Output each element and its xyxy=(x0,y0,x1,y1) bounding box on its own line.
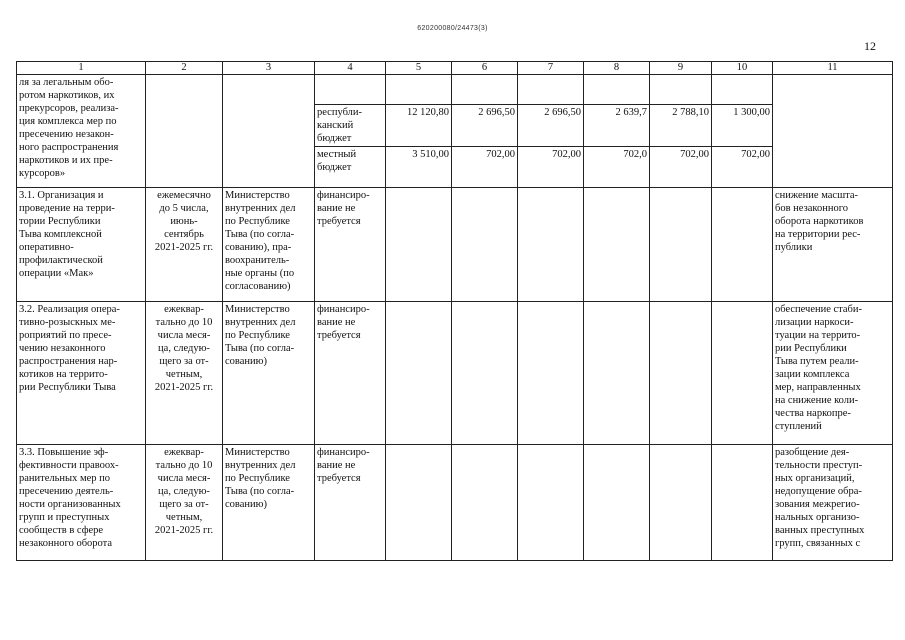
column-header: 10 xyxy=(712,62,773,75)
amount-cell: 2 696,50 xyxy=(452,105,518,147)
table-row xyxy=(17,75,893,105)
measure-name-cell: ля за легальным обо- ротом наркотиков, их прекурсоров, реализа- ция комплекса мер по пресечению незакон- ного распространения наркотиков и их пре- курсоров» xyxy=(17,75,146,188)
amount-cell xyxy=(712,188,773,302)
measure-name-cell: 3.1. Организация и проведение на терри- тории Республики Тыва комплексной оперативно- профилактической операции «Мак» xyxy=(17,188,146,302)
table-row-3-2 xyxy=(17,302,893,445)
amount-cell xyxy=(712,445,773,561)
page-number: 12 xyxy=(864,39,876,53)
amount-cell xyxy=(650,302,712,445)
amount-cell: 12 120,80 xyxy=(386,105,452,147)
executor-cell: Министерство внутренних дел по Республике Тыва (по согла- сованию) xyxy=(223,445,315,561)
amount-cell: 702,00 xyxy=(712,147,773,188)
amount-cell: 702,00 xyxy=(452,147,518,188)
amount-cell xyxy=(518,302,584,445)
amount-cell xyxy=(712,75,773,105)
amount-cell xyxy=(518,445,584,561)
funding-source-cell: республи- канский бюджет xyxy=(315,105,386,147)
amount-cell: 2 639,7 xyxy=(584,105,650,147)
amount-cell xyxy=(650,188,712,302)
funding-source-cell xyxy=(315,75,386,105)
column-header: 4 xyxy=(315,62,386,75)
program-measures-table xyxy=(16,61,893,561)
amount-cell xyxy=(584,188,650,302)
amount-cell: 702,0 xyxy=(584,147,650,188)
amount-cell xyxy=(584,75,650,105)
expected-result-cell: обеспечение стаби- лизации наркоси- туации на террито- рии Республики Тыва путем реали- зации комплекса мер, направленных на снижение коли- чества наркопре- ступлений xyxy=(773,302,893,445)
amount-cell: 702,00 xyxy=(650,147,712,188)
measure-name-cell: 3.3. Повышение эф- фективности правоох- ранительных мер по пресечению деятель- ности организованных групп и преступных сообществ в сфере незаконного оборота xyxy=(17,445,146,561)
measure-name-cell: 3.2. Реализация опера- тивно-розыскных ме- роприятий по пресе- чению незаконного распространения нар- котиков на террито- рии Республики Тыва xyxy=(17,302,146,445)
executor-cell: Министерство внутренних дел по Республике Тыва (по согла- сованию) xyxy=(223,302,315,445)
period-cell: ежемесячно до 5 числа, июнь- сентябрь 2021-2025 гг. xyxy=(146,188,223,302)
funding-source-cell: финансиро- вание не требуется xyxy=(315,302,386,445)
column-header: 1 xyxy=(17,62,146,75)
period-cell xyxy=(146,75,223,188)
amount-cell: 1 300,00 xyxy=(712,105,773,147)
amount-cell xyxy=(712,302,773,445)
column-header: 9 xyxy=(650,62,712,75)
column-header: 11 xyxy=(773,62,893,75)
amount-cell xyxy=(584,302,650,445)
amount-cell xyxy=(650,445,712,561)
funding-source-cell: местный бюджет xyxy=(315,147,386,188)
amount-cell xyxy=(386,188,452,302)
amount-cell xyxy=(386,445,452,561)
amount-cell: 702,00 xyxy=(518,147,584,188)
amount-cell xyxy=(386,75,452,105)
expected-result-cell: снижение масшта- бов незаконного оборота наркотиков на территории рес- публики xyxy=(773,188,893,302)
column-header: 2 xyxy=(146,62,223,75)
column-header: 5 xyxy=(386,62,452,75)
amount-cell xyxy=(452,302,518,445)
amount-cell: 2 788,10 xyxy=(650,105,712,147)
period-cell: ежеквар- тально до 10 числа меся- ца, следую- щего за от- четным, 2021-2025 гг. xyxy=(146,302,223,445)
amount-cell xyxy=(518,188,584,302)
amount-cell xyxy=(452,188,518,302)
amount-cell: 3 510,00 xyxy=(386,147,452,188)
executor-cell xyxy=(223,75,315,188)
column-header: 6 xyxy=(452,62,518,75)
document-registration-number: 620200080/24473(3) xyxy=(417,25,488,32)
amount-cell xyxy=(584,445,650,561)
executor-cell: Министерство внутренних дел по Республике Тыва (по согла- сованию), пра- воохранитель- ные органы (по согласованию) xyxy=(223,188,315,302)
column-header: 7 xyxy=(518,62,584,75)
amount-cell xyxy=(650,75,712,105)
amount-cell xyxy=(518,75,584,105)
column-number-row xyxy=(17,62,893,75)
funding-source-cell: финансиро- вание не требуется xyxy=(315,445,386,561)
amount-cell xyxy=(386,302,452,445)
table-row-3-3 xyxy=(17,445,893,561)
column-header: 3 xyxy=(223,62,315,75)
expected-result-cell: разобщение дея- тельности преступ- ных организаций, недопущение обра- зования межрегио- нальных организо- ванных преступных групп, связанных с xyxy=(773,445,893,561)
period-cell: ежеквар- тально до 10 числа меся- ца, следую- щего за от- четным, 2021-2025 гг. xyxy=(146,445,223,561)
funding-source-cell: финансиро- вание не требуется xyxy=(315,188,386,302)
amount-cell xyxy=(452,445,518,561)
amount-cell xyxy=(452,75,518,105)
column-header: 8 xyxy=(584,62,650,75)
table-row-3-1 xyxy=(17,188,893,302)
expected-result-cell xyxy=(773,75,893,188)
amount-cell: 2 696,50 xyxy=(518,105,584,147)
